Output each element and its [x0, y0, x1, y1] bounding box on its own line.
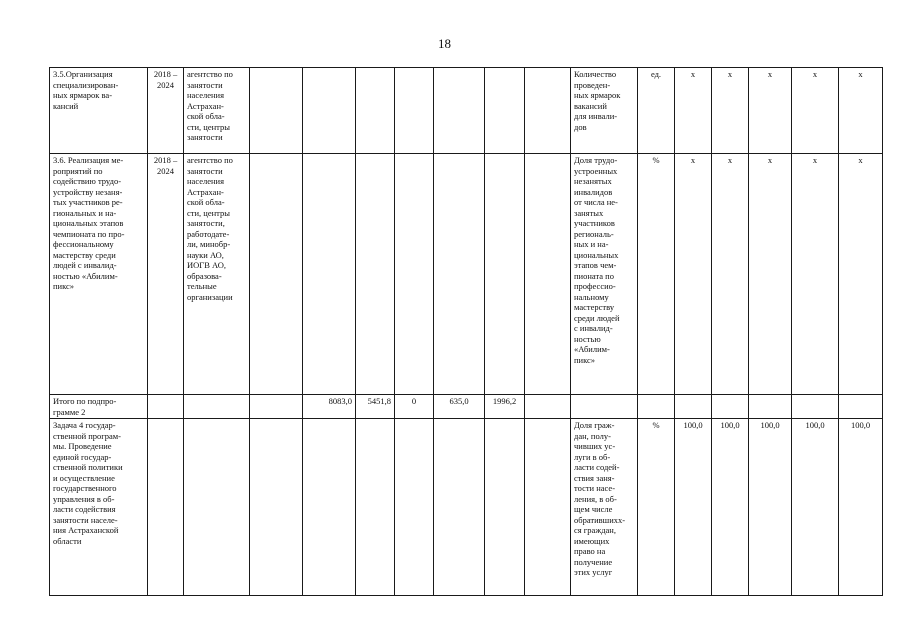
funding-cell — [303, 419, 356, 596]
unit-cell: % — [638, 419, 675, 596]
activity-cell: Итого по подпро- грамме 2 — [50, 395, 148, 419]
empty-cell — [525, 419, 571, 596]
funding-cell: 0 — [395, 395, 434, 419]
activity-cell: 3.5.Организация специализирован- ных ярмарок ва- кансий — [50, 68, 148, 154]
value-cell — [839, 395, 883, 419]
period-cell — [148, 395, 184, 419]
value-cell: х — [792, 68, 839, 154]
funding-cell — [434, 419, 485, 596]
indicator-cell — [571, 395, 638, 419]
period-cell: 2018 – 2024 — [148, 154, 184, 395]
table-row — [50, 68, 883, 154]
indicator-cell: Доля граж- дан, полу- чивших ус- луги в об- ласти содей- ствия заня- тости насе- ления, в об- щем числе обратившихх- ся граждан, имеющих право на получение этих услуг — [571, 419, 638, 596]
value-cell — [675, 395, 712, 419]
funding-cell — [395, 419, 434, 596]
unit-cell: ед. — [638, 68, 675, 154]
activity-cell: 3.6. Реализация ме- роприятий по содействию трудо- устройству незаня- тых участников ре- гиональных и на- циональных этапов чемпионата по про- фессиональному мастерству среди людей с инвалид- ностью «Абилим- пикс» — [50, 154, 148, 395]
funding-cell — [303, 154, 356, 395]
funding-cell — [303, 68, 356, 154]
funding-cell — [356, 154, 395, 395]
value-cell: 100,0 — [675, 419, 712, 596]
indicator-cell: Количество проведен- ных ярмарок вакансий для инвали- дов — [571, 68, 638, 154]
funding-cell — [395, 68, 434, 154]
table-row — [50, 395, 883, 419]
value-cell: 100,0 — [749, 419, 792, 596]
empty-cell — [525, 68, 571, 154]
value-cell: х — [712, 68, 749, 154]
funding-cell — [250, 154, 303, 395]
activity-cell: Задача 4 государ- ственной програм- мы. Проведение единой государ- ственной политики и осуществление государственного управления в об- ласти содействия занятости населе- ния Астраханской области — [50, 419, 148, 596]
page-number: 18 — [438, 36, 451, 51]
funding-cell — [250, 419, 303, 596]
funding-cell — [485, 68, 525, 154]
unit-cell — [638, 395, 675, 419]
funding-cell — [395, 154, 434, 395]
value-cell: х — [839, 68, 883, 154]
funding-cell — [485, 154, 525, 395]
value-cell: х — [675, 154, 712, 395]
value-cell — [749, 395, 792, 419]
funding-cell: 635,0 — [434, 395, 485, 419]
value-cell — [712, 395, 749, 419]
value-cell: х — [792, 154, 839, 395]
value-cell: х — [712, 154, 749, 395]
executor-cell — [184, 419, 250, 596]
funding-cell — [356, 419, 395, 596]
funding-cell — [434, 68, 485, 154]
funding-cell — [485, 419, 525, 596]
funding-cell: 5451,8 — [356, 395, 395, 419]
empty-cell — [525, 154, 571, 395]
funding-cell: 8083,0 — [303, 395, 356, 419]
value-cell: х — [675, 68, 712, 154]
table-row — [50, 154, 883, 395]
program-table — [49, 67, 883, 596]
executor-cell — [184, 395, 250, 419]
unit-cell: % — [638, 154, 675, 395]
indicator-cell: Доля трудо- устроенных незанятых инвалидов от числа не- занятых участников региональ- ных и на- циональных этапов чем- пионата по профессио- нальному мастерству среди людей с инвалид- ностью «Абилим- пикс» — [571, 154, 638, 395]
table-row — [50, 419, 883, 596]
empty-cell — [525, 395, 571, 419]
funding-cell — [250, 68, 303, 154]
period-cell: 2018 – 2024 — [148, 68, 184, 154]
value-cell: 100,0 — [712, 419, 749, 596]
funding-cell — [434, 154, 485, 395]
period-cell — [148, 419, 184, 596]
funding-cell — [356, 68, 395, 154]
executor-cell: агентство по занятости населения Астрахан- ской обла- сти, центры занятости, работодате- ли, минобр- науки АО, ИОГВ АО, образова- тельные организации — [184, 154, 250, 395]
value-cell: х — [839, 154, 883, 395]
value-cell: 100,0 — [792, 419, 839, 596]
funding-cell — [250, 395, 303, 419]
value-cell — [792, 395, 839, 419]
value-cell: х — [749, 68, 792, 154]
funding-cell: 1996,2 — [485, 395, 525, 419]
executor-cell: агентство по занятости населения Астрахан- ской обла- сти, центры занятости — [184, 68, 250, 154]
value-cell: 100,0 — [839, 419, 883, 596]
value-cell: х — [749, 154, 792, 395]
